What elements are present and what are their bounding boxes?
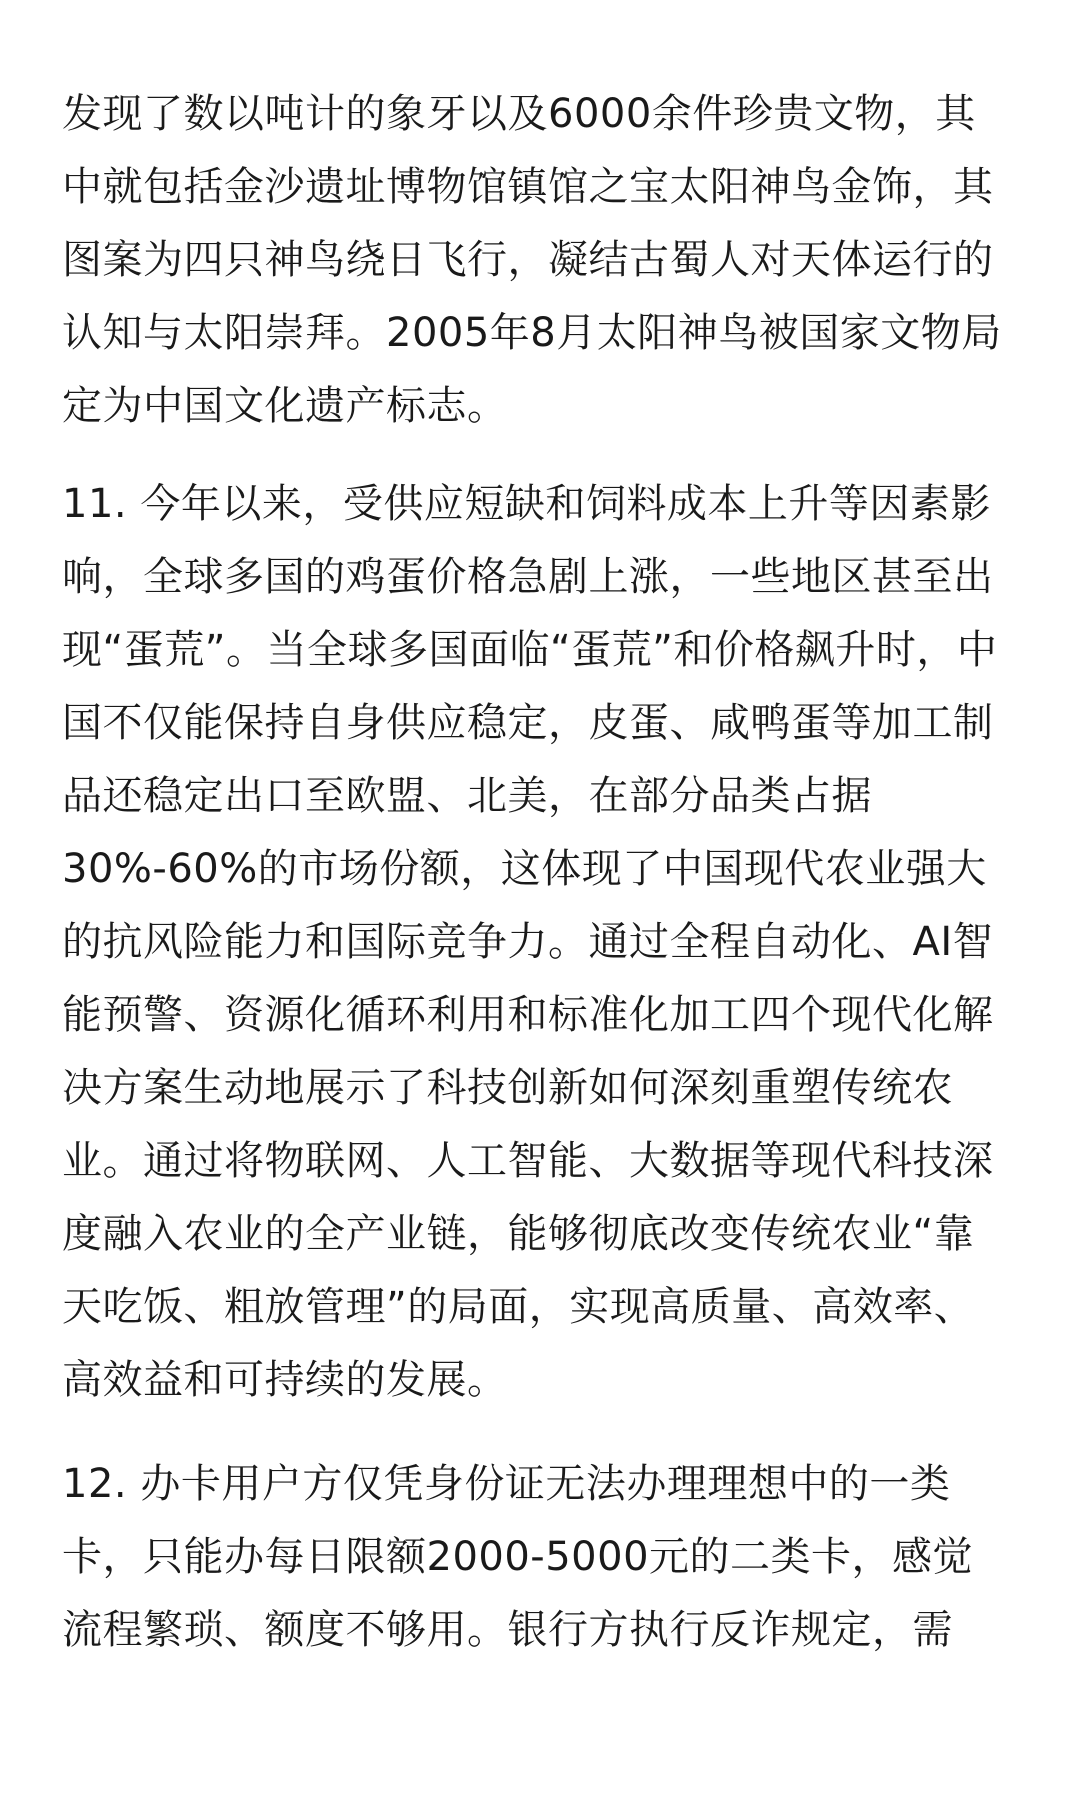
text-line: 卡，只能办每日限额2000-5000元的二类卡，感觉 [62, 1534, 974, 1580]
text-line: 度融入农业的全产业链，能够彻底改变传统农业“靠 [62, 1211, 975, 1257]
text-line: 图案为四只神鸟绕日飞行，凝结古蜀人对天体运行的 [62, 237, 994, 283]
text-line: 30%-60%的市场份额，这体现了中国现代农业强大 [62, 846, 987, 892]
text-line: 业。通过将物联网、人工智能、大数据等现代科技深 [62, 1138, 994, 1184]
text-line: 品还稳定出口至欧盟、北美，在部分品类占据 [62, 773, 872, 819]
text-line: 中就包括金沙遗址博物馆镇馆之宝太阳神鸟金饰，其 [62, 164, 994, 210]
text-line: 国不仅能保持自身供应稳定，皮蛋、咸鸭蛋等加工制 [62, 700, 994, 746]
text-line: 现“蛋荒”。当全球多国面临“蛋荒”和价格飙升时，中 [62, 627, 998, 673]
paragraph-jinsha [62, 78, 1022, 443]
text-line: 11. 今年以来，受供应短缺和饲料成本上升等因素影 [62, 481, 991, 527]
text-line: 流程繁琐、额度不够用。银行方执行反诈规定，需 [62, 1607, 953, 1653]
text-line: 认知与太阳崇拜。2005年8月太阳神鸟被国家文物局 [62, 310, 1002, 356]
text-line: 定为中国文化遗产标志。 [62, 383, 508, 429]
text-line: 决方案生动地展示了科技创新如何深刻重塑传统农 [62, 1065, 953, 1111]
text-line: 发现了数以吨计的象牙以及6000余件珍贵文物，其 [62, 91, 976, 137]
text-line: 的抗风险能力和国际竞争力。通过全程自动化、AI智 [62, 919, 994, 965]
text-line: 天吃饭、粗放管理”的局面，实现高质量、高效率、 [62, 1284, 975, 1330]
text-line: 能预警、资源化循环利用和标准化加工四个现代化解 [62, 992, 994, 1038]
paragraph-11-eggs [62, 468, 1022, 1417]
text-line: 响，全球多国的鸡蛋价格急剧上涨，一些地区甚至出 [62, 554, 994, 600]
text-line: 12. 办卡用户方仅凭身份证无法办理理想中的一类 [62, 1461, 951, 1507]
paragraph-12-bank-card [62, 1448, 1022, 1667]
text-line: 高效益和可持续的发展。 [62, 1357, 508, 1403]
